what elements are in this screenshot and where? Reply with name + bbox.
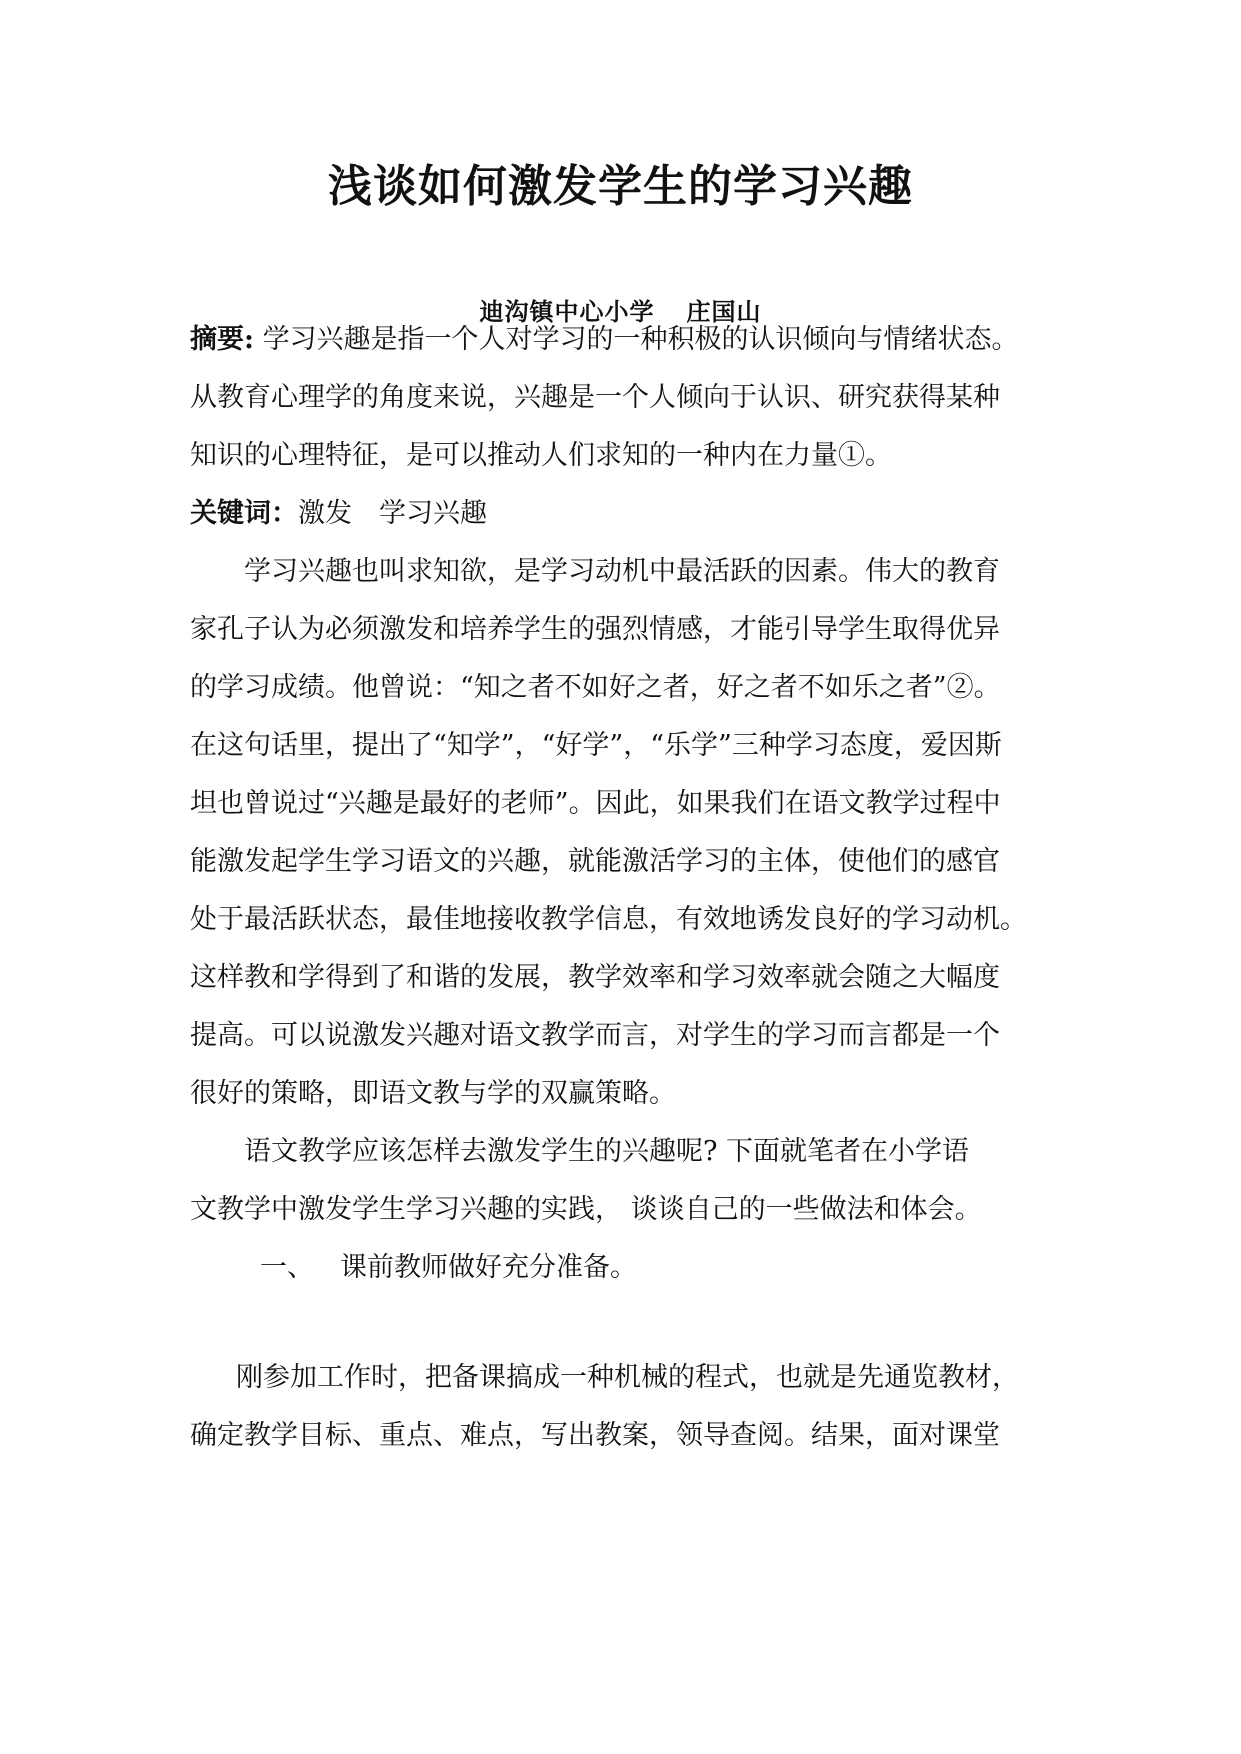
paragraph-line: 在这句话里，提出了“知学”，“好学”，“乐学”三种学习态度，爱因斯 [190, 730, 1002, 761]
paragraph-line: 刚参加工作时，把备课搞成一种机械的程式，也就是先通览教材， [236, 1362, 1019, 1393]
keywords-text: 激发 学习兴趣 [298, 498, 487, 529]
document-title: 浅谈如何激发学生的学习兴趣 [328, 161, 913, 212]
paragraph-line: 文教学中激发学生学习兴趣的实践， 谈谈自己的一些做法和体会。 [190, 1194, 982, 1225]
keywords-label: 关键词： [190, 498, 298, 529]
paragraph-line: 学习兴趣也叫求知欲，是学习动机中最活跃的因素。伟大的教育 [244, 556, 1000, 587]
paragraph-line: 处于最活跃状态，最佳地接收教学信息，有效地诱发良好的学习动机。 [190, 904, 1027, 935]
paragraph-line: 确定教学目标、重点、难点，写出教案，领导查阅。结果，面对课堂 [190, 1420, 1000, 1451]
author-name: 庄国山 [686, 297, 762, 326]
paragraph-line: 家孔子认为必须激发和培养学生的强烈情感，才能引导学生取得优异 [190, 614, 1000, 645]
section-number: 一、 [260, 1252, 314, 1283]
paragraph-line: 能激发起学生学习语文的兴趣，就能激活学习的主体，使他们的感官 [190, 846, 1000, 877]
paragraph-line: 的学习成绩。他曾说：“知之者不如好之者，好之者不如乐之者”②。 [190, 672, 1001, 703]
paragraph-line: 语文教学应该怎样去激发学生的兴趣呢? 下面就笔者在小学语 [244, 1136, 970, 1167]
abstract-line [190, 320, 1070, 360]
abstract-line: 知识的心理特征，是可以推动人们求知的一种内在力量①。 [190, 440, 892, 471]
paragraph-line: 很好的策略，即语文教与学的双赢策略。 [190, 1078, 676, 1109]
section-heading [260, 1248, 1140, 1288]
keywords-line [190, 494, 1070, 534]
author-school: 迪沟镇中心小学 [479, 297, 655, 326]
paragraph-line: 提高。可以说激发兴趣对语文教学而言，对学生的学习而言都是一个 [190, 1020, 1000, 1051]
section-title: 课前教师做好充分准备。 [340, 1252, 637, 1283]
abstract-line: 从教育心理学的角度来说，兴趣是一个人倾向于认识、研究获得某种 [190, 382, 1000, 413]
paragraph-line: 坦也曾说过“兴趣是最好的老师”。因此，如果我们在语文教学过程中 [190, 788, 1001, 819]
abstract-label: 摘要: [190, 324, 254, 355]
paragraph-line: 这样教和学得到了和谐的发展，教学效率和学习效率就会随之大幅度 [190, 962, 1000, 993]
abstract-text: 学习兴趣是指一个人对学习的一种积极的认识倾向与情绪状态。 [262, 324, 1019, 355]
